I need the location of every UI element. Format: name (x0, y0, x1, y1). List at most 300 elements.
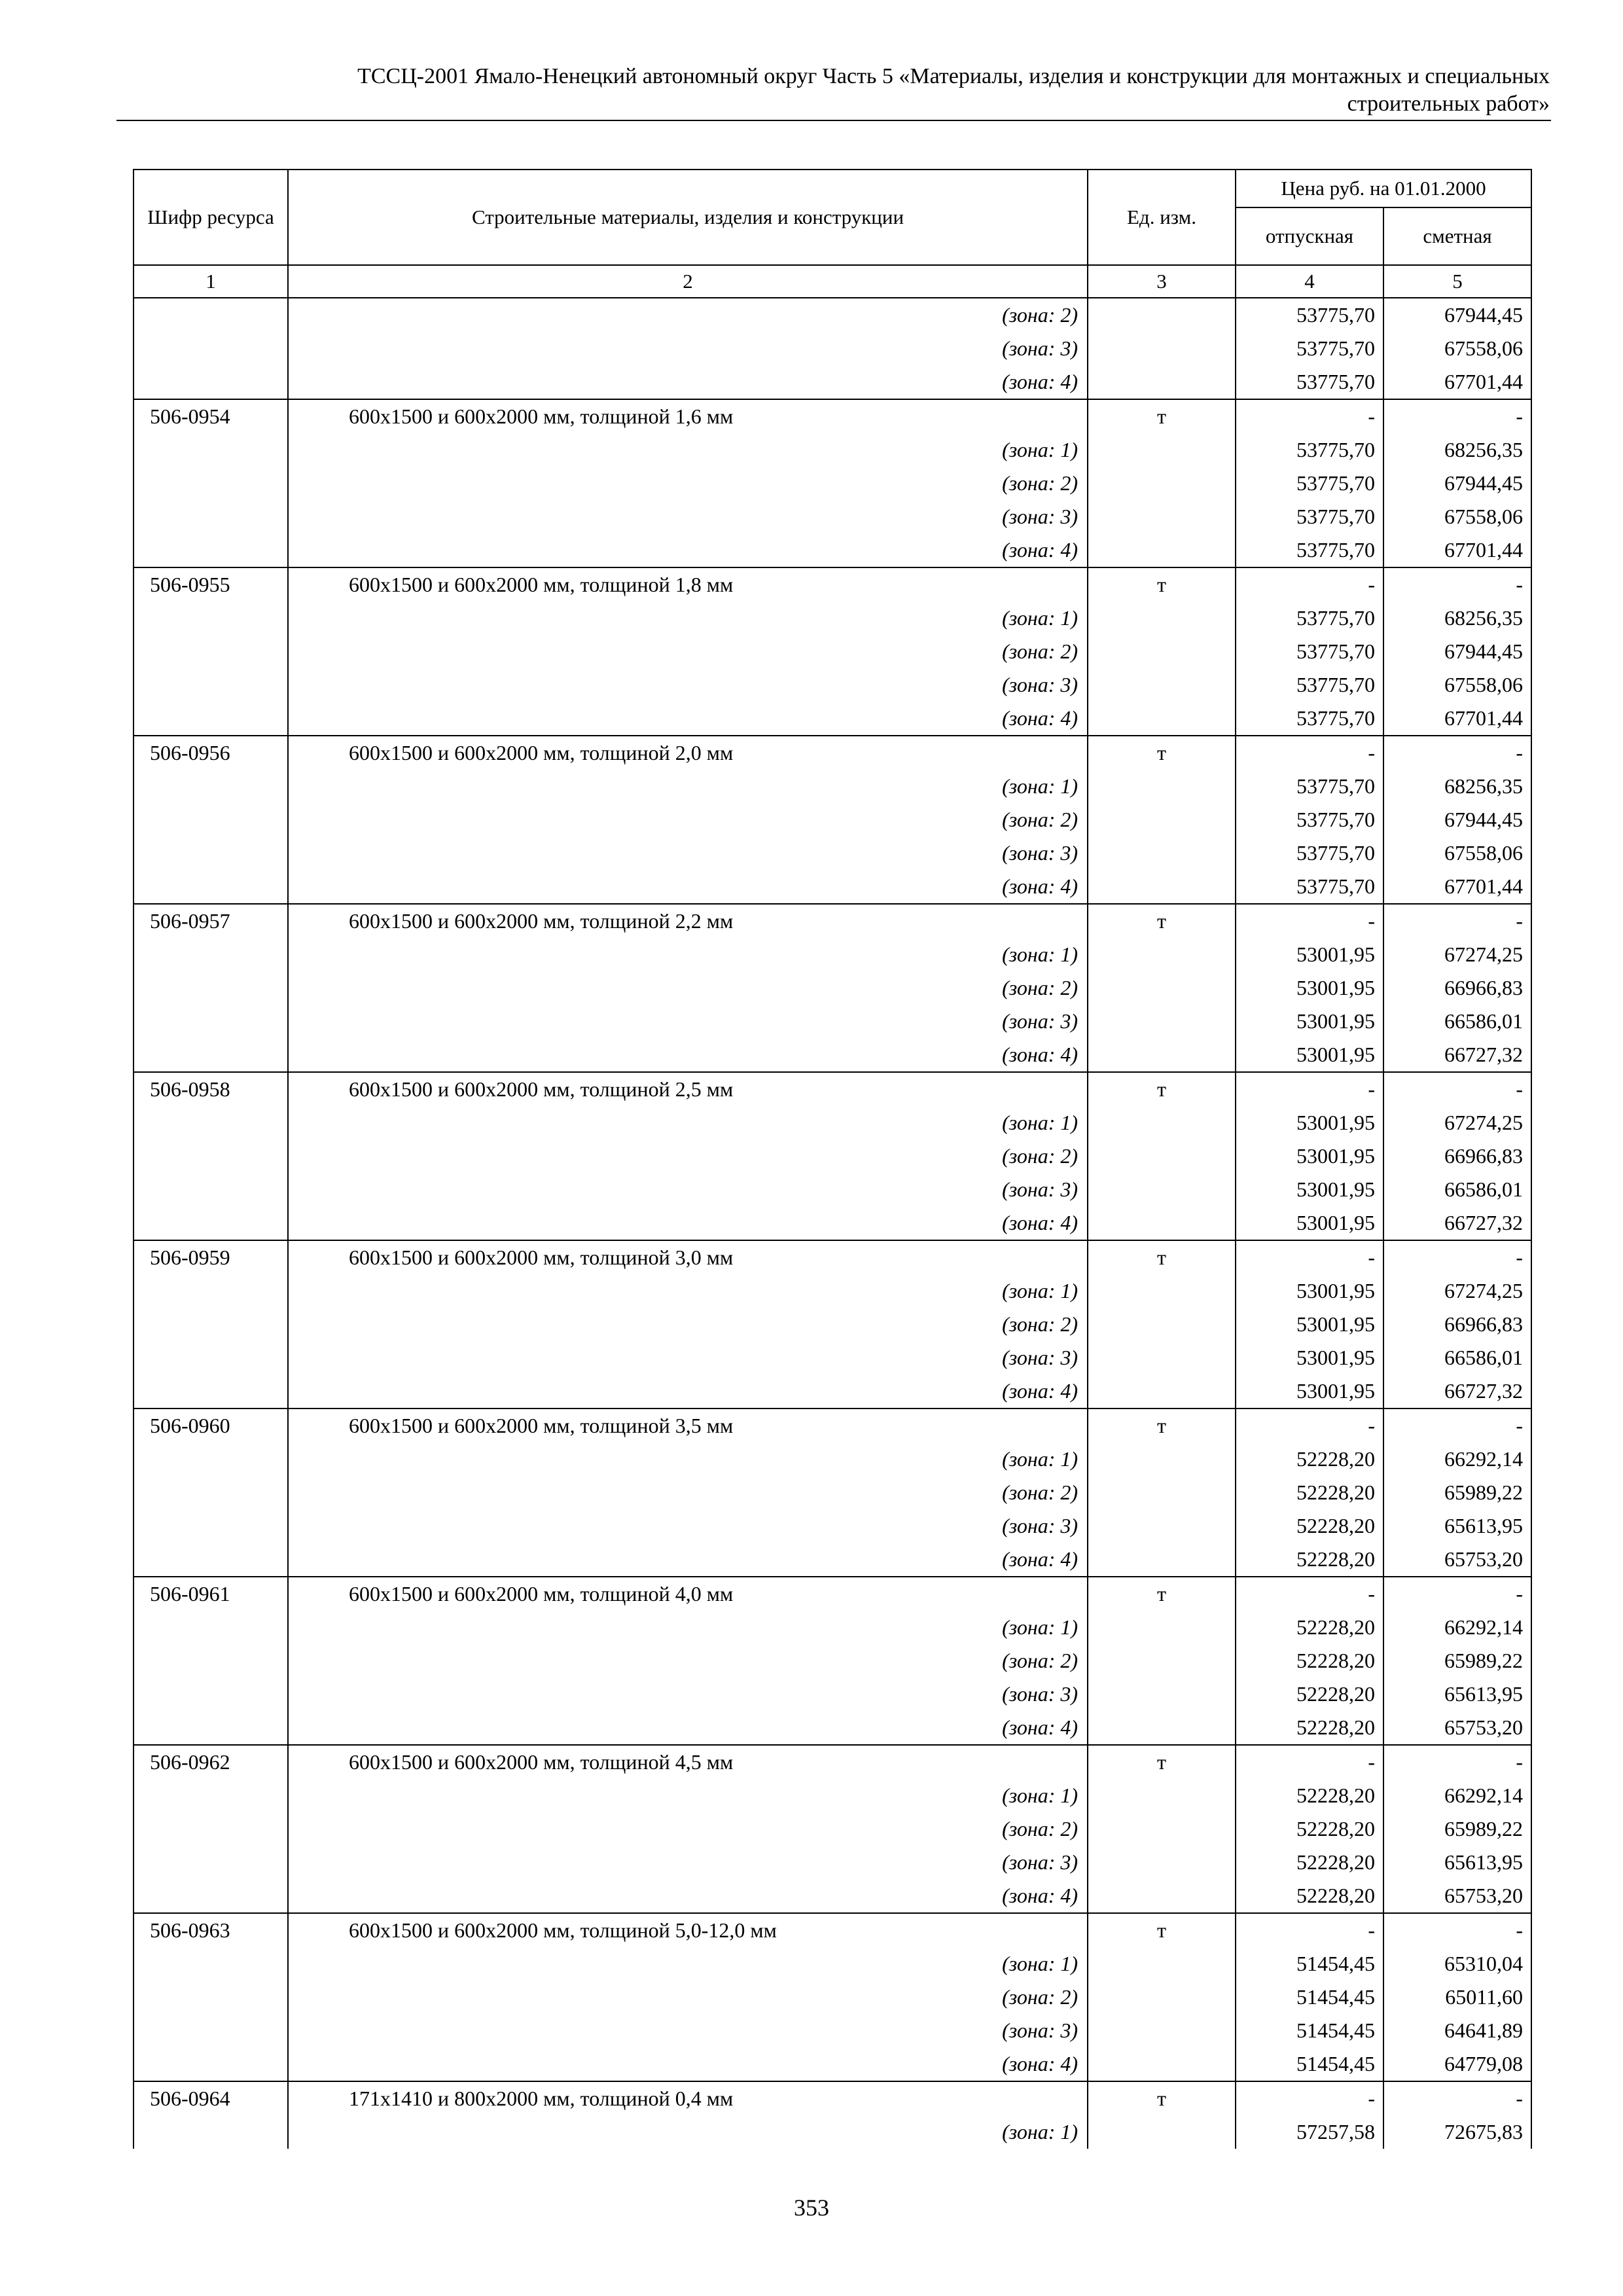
resource-code-cell (134, 1779, 288, 1812)
release-price-cell: 52228,20 (1236, 1543, 1383, 1577)
table-row (134, 2014, 1531, 2047)
resource-code-cell: 506-0959 (134, 1240, 288, 1274)
release-price-cell: - (1236, 1072, 1383, 1106)
zone-cell: (зона: 1) (288, 2115, 1088, 2149)
table-row (134, 870, 1531, 904)
resource-code-cell (134, 836, 288, 870)
material-name-cell: 600x1500 и 600x2000 мм, толщиной 2,0 мм (288, 736, 1088, 770)
resource-code-cell (134, 1443, 288, 1476)
column-number: 2 (288, 265, 1088, 298)
estimate-price-cell: 65753,20 (1383, 1879, 1531, 1913)
unit-cell (1088, 668, 1236, 702)
resource-code-cell (134, 1206, 288, 1240)
resource-code-cell (134, 1308, 288, 1341)
resource-code-cell: 506-0954 (134, 399, 288, 433)
unit-cell (1088, 1543, 1236, 1577)
zone-cell: (зона: 4) (288, 702, 1088, 736)
table-row (134, 1173, 1531, 1206)
release-price-cell: 52228,20 (1236, 1509, 1383, 1543)
release-price-cell: 53775,70 (1236, 803, 1383, 836)
estimate-price-cell: 67944,45 (1383, 467, 1531, 500)
col-header-estimate: сметная (1383, 207, 1531, 265)
estimate-price-cell: 66966,83 (1383, 1139, 1531, 1173)
table-row (134, 332, 1531, 365)
unit-cell: т (1088, 1072, 1236, 1106)
material-name-cell: 171x1410 и 800x2000 мм, толщиной 0,4 мм (288, 2081, 1088, 2115)
release-price-cell: 53775,70 (1236, 365, 1383, 399)
release-price-cell: 52228,20 (1236, 1879, 1383, 1913)
col-header-price-group: Цена руб. на 01.01.2000 (1236, 170, 1531, 207)
release-price-cell: 53775,70 (1236, 601, 1383, 635)
unit-cell: т (1088, 1408, 1236, 1443)
resource-code-cell (134, 1644, 288, 1677)
table-row (134, 836, 1531, 870)
zone-cell: (зона: 3) (288, 1341, 1088, 1374)
table-row (134, 1509, 1531, 1543)
unit-cell (1088, 1812, 1236, 1846)
zone-cell: (зона: 4) (288, 1038, 1088, 1072)
zone-cell: (зона: 4) (288, 1206, 1088, 1240)
col-header-release: отпускная (1236, 207, 1383, 265)
unit-cell (1088, 1038, 1236, 1072)
estimate-price-cell: 65613,95 (1383, 1677, 1531, 1711)
unit-cell (1088, 1274, 1236, 1308)
estimate-price-cell: 65989,22 (1383, 1812, 1531, 1846)
col-header-code: Шифр ресурса (134, 170, 288, 265)
estimate-price-cell: - (1383, 1408, 1531, 1443)
unit-cell (1088, 1611, 1236, 1644)
resource-code-cell: 506-0957 (134, 904, 288, 938)
table-row (134, 2047, 1531, 2081)
estimate-price-cell: - (1383, 1577, 1531, 1611)
col-header-name: Строительные материалы, изделия и конструкции (288, 170, 1088, 265)
unit-cell (1088, 1644, 1236, 1677)
zone-cell: (зона: 2) (288, 1476, 1088, 1509)
table-row (134, 1308, 1531, 1341)
release-price-cell: 53001,95 (1236, 938, 1383, 971)
release-price-cell: 53775,70 (1236, 533, 1383, 567)
table-row (134, 770, 1531, 803)
release-price-cell: - (1236, 1913, 1383, 1947)
zone-cell: (зона: 4) (288, 1879, 1088, 1913)
resource-code-cell (134, 1173, 288, 1206)
release-price-cell: 53775,70 (1236, 836, 1383, 870)
release-price-cell: 53775,70 (1236, 500, 1383, 533)
estimate-price-cell: - (1383, 567, 1531, 601)
table-row (134, 1038, 1531, 1072)
material-name-cell: 600x1500 и 600x2000 мм, толщиной 3,5 мм (288, 1408, 1088, 1443)
zone-cell: (зона: 1) (288, 1611, 1088, 1644)
unit-cell (1088, 1476, 1236, 1509)
resource-code-cell: 506-0958 (134, 1072, 288, 1106)
estimate-price-cell: 67274,25 (1383, 938, 1531, 971)
zone-cell: (зона: 2) (288, 467, 1088, 500)
resource-code-cell (134, 1812, 288, 1846)
zone-cell: (зона: 1) (288, 433, 1088, 467)
resource-code-cell (134, 1139, 288, 1173)
material-name-cell: 600x1500 и 600x2000 мм, толщиной 4,0 мм (288, 1577, 1088, 1611)
release-price-cell: 57257,58 (1236, 2115, 1383, 2149)
unit-cell (1088, 365, 1236, 399)
release-price-cell: 53775,70 (1236, 870, 1383, 904)
estimate-price-cell: 66727,32 (1383, 1374, 1531, 1408)
table-row (134, 467, 1531, 500)
estimate-price-cell: 66292,14 (1383, 1779, 1531, 1812)
zone-cell: (зона: 3) (288, 1846, 1088, 1879)
table-row (134, 1005, 1531, 1038)
release-price-cell: 51454,45 (1236, 1947, 1383, 1981)
unit-cell: т (1088, 567, 1236, 601)
column-number: 3 (1088, 265, 1236, 298)
zone-cell: (зона: 1) (288, 770, 1088, 803)
zone-cell: (зона: 3) (288, 668, 1088, 702)
zone-cell: (зона: 1) (288, 1106, 1088, 1139)
zone-cell: (зона: 1) (288, 1779, 1088, 1812)
unit-cell (1088, 1106, 1236, 1139)
unit-cell (1088, 1947, 1236, 1981)
resource-code-cell (134, 702, 288, 736)
release-price-cell: 53001,95 (1236, 1139, 1383, 1173)
table-row (134, 1374, 1531, 1408)
resource-code-cell (134, 2115, 288, 2149)
unit-cell (1088, 1308, 1236, 1341)
estimate-price-cell: 67701,44 (1383, 870, 1531, 904)
unit-cell: т (1088, 1745, 1236, 1779)
release-price-cell: 52228,20 (1236, 1443, 1383, 1476)
resource-code-cell (134, 1711, 288, 1745)
resource-code-cell (134, 1879, 288, 1913)
table-row (134, 803, 1531, 836)
zone-cell: (зона: 4) (288, 365, 1088, 399)
resource-code-cell: 506-0961 (134, 1577, 288, 1611)
table-row (134, 1274, 1531, 1308)
release-price-cell: 52228,20 (1236, 1611, 1383, 1644)
zone-cell: (зона: 2) (288, 1644, 1088, 1677)
estimate-price-cell: - (1383, 1913, 1531, 1947)
resource-code-cell (134, 500, 288, 533)
table-row (134, 1745, 1531, 1779)
estimate-price-cell: 65753,20 (1383, 1711, 1531, 1745)
zone-cell: (зона: 2) (288, 1308, 1088, 1341)
unit-cell (1088, 1341, 1236, 1374)
table-row (134, 399, 1531, 433)
resource-code-cell (134, 533, 288, 567)
resource-code-cell: 506-0956 (134, 736, 288, 770)
release-price-cell: 53001,95 (1236, 1173, 1383, 1206)
release-price-cell: 53775,70 (1236, 467, 1383, 500)
table-row (134, 1240, 1531, 1274)
unit-cell (1088, 836, 1236, 870)
unit-cell (1088, 971, 1236, 1005)
table-row (134, 365, 1531, 399)
unit-cell (1088, 702, 1236, 736)
release-price-cell: 53001,95 (1236, 1106, 1383, 1139)
running-header (116, 63, 1550, 118)
estimate-price-cell: - (1383, 904, 1531, 938)
release-price-cell: 51454,45 (1236, 2014, 1383, 2047)
table-row (134, 1644, 1531, 1677)
unit-cell: т (1088, 2081, 1236, 2115)
estimate-price-cell: 65310,04 (1383, 1947, 1531, 1981)
resource-code-cell (134, 971, 288, 1005)
resource-code-cell: 506-0960 (134, 1408, 288, 1443)
estimate-price-cell: 68256,35 (1383, 433, 1531, 467)
table-row (134, 635, 1531, 668)
estimate-price-cell: 67558,06 (1383, 668, 1531, 702)
resource-code-cell (134, 1846, 288, 1879)
estimate-price-cell: 72675,83 (1383, 2115, 1531, 2149)
zone-cell: (зона: 4) (288, 2047, 1088, 2081)
release-price-cell: - (1236, 1408, 1383, 1443)
page-number: 353 (794, 2195, 829, 2221)
release-price-cell: 52228,20 (1236, 1476, 1383, 1509)
zone-cell: (зона: 3) (288, 1509, 1088, 1543)
table-row (134, 736, 1531, 770)
zone-cell: (зона: 3) (288, 1005, 1088, 1038)
header-line-2: строительных работ» (1347, 92, 1550, 116)
table-row (134, 1947, 1531, 1981)
resource-code-cell (134, 1509, 288, 1543)
zone-cell: (зона: 4) (288, 1543, 1088, 1577)
table-row (134, 1913, 1531, 1947)
material-name-cell: 600x1500 и 600x2000 мм, толщиной 4,5 мм (288, 1745, 1088, 1779)
resource-code-cell (134, 668, 288, 702)
release-price-cell: 53001,95 (1236, 1038, 1383, 1072)
resource-code-cell (134, 467, 288, 500)
estimate-price-cell: 64779,08 (1383, 2047, 1531, 2081)
release-price-cell: - (1236, 399, 1383, 433)
table-body (134, 298, 1531, 2149)
release-price-cell: 53001,95 (1236, 971, 1383, 1005)
zone-cell: (зона: 3) (288, 1677, 1088, 1711)
release-price-cell: 53001,95 (1236, 1374, 1383, 1408)
release-price-cell: - (1236, 567, 1383, 601)
table-row (134, 2081, 1531, 2115)
table-row (134, 1408, 1531, 1443)
release-price-cell: 51454,45 (1236, 1981, 1383, 2014)
estimate-price-cell: 67558,06 (1383, 500, 1531, 533)
table-row (134, 2115, 1531, 2149)
zone-cell: (зона: 1) (288, 1443, 1088, 1476)
estimate-price-cell: 66586,01 (1383, 1005, 1531, 1038)
table-row (134, 1677, 1531, 1711)
estimate-price-cell: 66966,83 (1383, 1308, 1531, 1341)
header-rule (116, 120, 1551, 121)
release-price-cell: 53775,70 (1236, 702, 1383, 736)
material-name-cell: 600x1500 и 600x2000 мм, толщиной 2,2 мм (288, 904, 1088, 938)
release-price-cell: 52228,20 (1236, 1779, 1383, 1812)
unit-cell: т (1088, 1240, 1236, 1274)
table-row (134, 500, 1531, 533)
resource-code-cell (134, 2047, 288, 2081)
table-row (134, 567, 1531, 601)
resource-code-cell (134, 1341, 288, 1374)
unit-cell (1088, 870, 1236, 904)
unit-cell (1088, 1443, 1236, 1476)
release-price-cell: 51454,45 (1236, 2047, 1383, 2081)
unit-cell: т (1088, 1577, 1236, 1611)
unit-cell (1088, 1005, 1236, 1038)
unit-cell (1088, 298, 1236, 332)
zone-cell: (зона: 2) (288, 635, 1088, 668)
estimate-price-cell: 65011,60 (1383, 1981, 1531, 2014)
unit-cell (1088, 1206, 1236, 1240)
unit-cell: т (1088, 736, 1236, 770)
estimate-price-cell: 67274,25 (1383, 1106, 1531, 1139)
resource-code-cell (134, 1611, 288, 1644)
resource-code-cell (134, 1374, 288, 1408)
table-row (134, 1106, 1531, 1139)
resource-code-cell (134, 1981, 288, 2014)
table-row (134, 938, 1531, 971)
table-row (134, 1577, 1531, 1611)
release-price-cell: - (1236, 1577, 1383, 1611)
estimate-price-cell: 65613,95 (1383, 1509, 1531, 1543)
zone-cell: (зона: 4) (288, 1711, 1088, 1745)
table-row (134, 1139, 1531, 1173)
estimate-price-cell: 67944,45 (1383, 635, 1531, 668)
estimate-price-cell: 64641,89 (1383, 2014, 1531, 2047)
resource-code-cell: 506-0964 (134, 2081, 288, 2115)
table-row (134, 1611, 1531, 1644)
table-row (134, 971, 1531, 1005)
zone-cell: (зона: 1) (288, 1947, 1088, 1981)
estimate-price-cell: - (1383, 1072, 1531, 1106)
resource-code-cell (134, 803, 288, 836)
estimate-price-cell: 67701,44 (1383, 365, 1531, 399)
release-price-cell: 53001,95 (1236, 1341, 1383, 1374)
release-price-cell: 53775,70 (1236, 668, 1383, 702)
resource-code-cell (134, 1038, 288, 1072)
material-name-cell: 600x1500 и 600x2000 мм, толщиной 1,6 мм (288, 399, 1088, 433)
estimate-price-cell: 68256,35 (1383, 770, 1531, 803)
zone-cell: (зона: 2) (288, 803, 1088, 836)
zone-cell: (зона: 2) (288, 1981, 1088, 2014)
resource-code-cell (134, 332, 288, 365)
table-row (134, 1341, 1531, 1374)
zone-cell: (зона: 3) (288, 836, 1088, 870)
table-row (134, 298, 1531, 332)
table-row (134, 1846, 1531, 1879)
table-row (134, 1812, 1531, 1846)
estimate-price-cell: 67944,45 (1383, 803, 1531, 836)
table-row (134, 601, 1531, 635)
table-row (134, 1711, 1531, 1745)
release-price-cell: 53775,70 (1236, 332, 1383, 365)
resource-code-cell: 506-0955 (134, 567, 288, 601)
estimate-price-cell: 66586,01 (1383, 1341, 1531, 1374)
unit-cell (1088, 1677, 1236, 1711)
col-header-unit: Ед. изм. (1088, 170, 1236, 265)
resource-code-cell (134, 601, 288, 635)
unit-cell (1088, 1879, 1236, 1913)
table-row (134, 1879, 1531, 1913)
zone-cell: (зона: 2) (288, 1812, 1088, 1846)
unit-cell: т (1088, 399, 1236, 433)
estimate-price-cell: 67558,06 (1383, 332, 1531, 365)
unit-cell (1088, 1779, 1236, 1812)
estimate-price-cell: 66727,32 (1383, 1206, 1531, 1240)
resource-code-cell (134, 870, 288, 904)
column-number-row (134, 265, 1531, 298)
unit-cell (1088, 770, 1236, 803)
estimate-price-cell: - (1383, 1745, 1531, 1779)
table-row (134, 1476, 1531, 1509)
header-line-1: ТССЦ-2001 Ямало-Ненецкий автономный округ Часть 5 «Материалы, изделия и конструкции для монтажных и специальных (357, 64, 1550, 88)
table-row (134, 702, 1531, 736)
resource-code-cell (134, 635, 288, 668)
release-price-cell: 53775,70 (1236, 635, 1383, 668)
resource-code-cell (134, 1476, 288, 1509)
column-number: 1 (134, 265, 288, 298)
table-row (134, 433, 1531, 467)
resource-code-cell (134, 1106, 288, 1139)
unit-cell (1088, 601, 1236, 635)
release-price-cell: 53001,95 (1236, 1206, 1383, 1240)
zone-cell: (зона: 3) (288, 2014, 1088, 2047)
release-price-cell: 53775,70 (1236, 433, 1383, 467)
zone-cell: (зона: 2) (288, 971, 1088, 1005)
zone-cell: (зона: 1) (288, 938, 1088, 971)
release-price-cell: 52228,20 (1236, 1812, 1383, 1846)
estimate-price-cell: 66292,14 (1383, 1443, 1531, 1476)
unit-cell (1088, 332, 1236, 365)
zone-cell: (зона: 2) (288, 1139, 1088, 1173)
unit-cell (1088, 2047, 1236, 2081)
table-row (134, 1981, 1531, 2014)
release-price-cell: - (1236, 904, 1383, 938)
unit-cell (1088, 938, 1236, 971)
table-row (134, 1443, 1531, 1476)
zone-cell: (зона: 4) (288, 1374, 1088, 1408)
estimate-price-cell: - (1383, 736, 1531, 770)
release-price-cell: 53001,95 (1236, 1005, 1383, 1038)
unit-cell (1088, 467, 1236, 500)
zone-cell: (зона: 3) (288, 500, 1088, 533)
table-row (134, 1206, 1531, 1240)
resource-code-cell (134, 1005, 288, 1038)
resource-code-cell (134, 1677, 288, 1711)
release-price-cell: 52228,20 (1236, 1677, 1383, 1711)
resource-code-cell (134, 2014, 288, 2047)
release-price-cell: 53001,95 (1236, 1274, 1383, 1308)
resource-code-cell (134, 1274, 288, 1308)
estimate-price-cell: 67944,45 (1383, 298, 1531, 332)
release-price-cell: 52228,20 (1236, 1711, 1383, 1745)
zone-cell: (зона: 1) (288, 601, 1088, 635)
unit-cell (1088, 1374, 1236, 1408)
release-price-cell: - (1236, 2081, 1383, 2115)
resource-code-cell (134, 1543, 288, 1577)
unit-cell: т (1088, 904, 1236, 938)
release-price-cell: 52228,20 (1236, 1644, 1383, 1677)
resource-code-cell (134, 365, 288, 399)
unit-cell (1088, 500, 1236, 533)
estimate-price-cell: - (1383, 399, 1531, 433)
release-price-cell: 53001,95 (1236, 1308, 1383, 1341)
table-row (134, 1543, 1531, 1577)
estimate-price-cell: - (1383, 1240, 1531, 1274)
unit-cell (1088, 1846, 1236, 1879)
resource-code-cell (134, 433, 288, 467)
resource-code-cell: 506-0962 (134, 1745, 288, 1779)
zone-cell: (зона: 3) (288, 332, 1088, 365)
estimate-price-cell: - (1383, 2081, 1531, 2115)
unit-cell (1088, 1173, 1236, 1206)
zone-cell: (зона: 4) (288, 870, 1088, 904)
release-price-cell: - (1236, 736, 1383, 770)
unit-cell (1088, 433, 1236, 467)
